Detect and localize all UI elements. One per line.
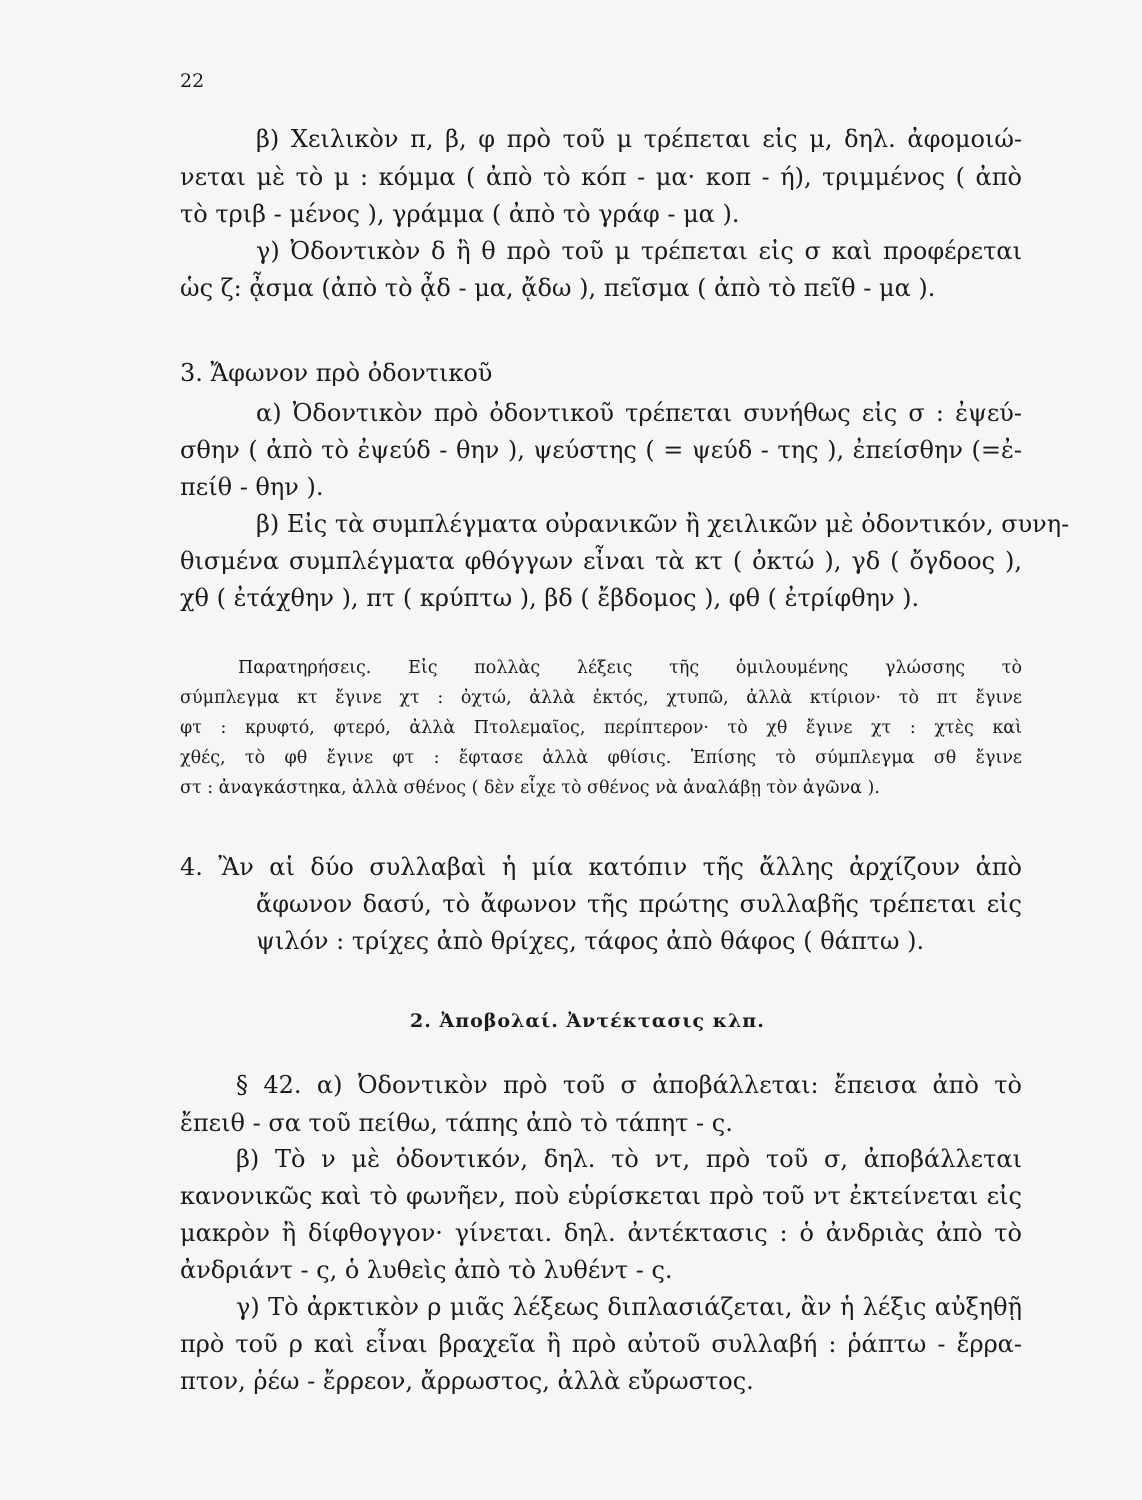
text-line: πτον, ῥέω - ἔρρεον, ἄρρωστος, ἀλλὰ εὔρωστος. [180, 1367, 754, 1395]
text-line: πρὸ τοῦ ρ καὶ εἶναι βραχεῖα ἢ πρὸ αὐτοῦ συλλαβή : ῥάπτω - ἔρρα- [180, 1330, 1022, 1358]
text-line: § 42. α) Ὀδοντικὸν πρὸ τοῦ σ ἀποβάλλεται: ἔπεισα ἀπὸ τὸ [236, 1071, 1022, 1099]
text-line: σθην ( ἀπὸ τὸ ἐψεύδ - θην ), ψεύστης ( = ψεύδ - της ), ἐπείσθην (=ἐ- [180, 436, 1022, 464]
page-number: 22 [180, 70, 205, 92]
remarks-line: χθές, τὸ φθ ἔγινε φτ : ἔφτασε ἀλλὰ φθίσις. Ἐπίσης τὸ σύμπλεγμα σθ ἔγινε [180, 748, 1022, 768]
text-line: ἄφωνον δασύ, τὸ ἄφωνον τῆς πρώτης συλλαβῆς τρέπεται εἰς [256, 890, 1022, 918]
text-line: β) Χειλικὸν π, β, φ πρὸ τοῦ μ τρέπεται εἰς μ, δηλ. ἀφομοιώ- [256, 125, 1022, 153]
text-line: τὸ τριβ - μένος ), γράμμα ( ἀπὸ τὸ γράφ - μα ). [180, 200, 740, 228]
text-line: 4. Ἂν αἱ δύο συλλαβαὶ ἡ μία κατόπιν τῆς ἄλλης ἀρχίζουν ἀπὸ [180, 853, 1022, 881]
remarks-line: Παρατηρήσεις. Εἰς πολλὰς λέξεις τῆς ὁμιλουμένης γλώσσης τὸ [238, 658, 1022, 678]
text-line: γ) Ὀδοντικὸν δ ἢ θ πρὸ τοῦ μ τρέπεται εἰς σ καὶ προφέρεται [256, 237, 1022, 265]
section-heading: 3. Ἄφωνον πρὸ ὀδοντικοῦ [180, 359, 493, 387]
text-line: χθ ( ἐτάχθην ), πτ ( κρύπτω ), βδ ( ἔβδομος ), φθ ( ἐτρίφθην ). [180, 584, 920, 612]
text-line: ψιλόν : τρίχες ἀπὸ θρίχες, τάφος ἀπὸ θάφος ( θάπτω ). [256, 927, 925, 955]
section-heading: 2. Ἀποβολαί. Ἀντέκτασις κλπ. [410, 1010, 765, 1032]
text-line: β) Εἰς τὰ συμπλέγματα οὐρανικῶν ἢ χειλικῶν μὲ ὀδοντικόν, συνη- [256, 510, 1070, 538]
text-line: θισμένα συμπλέγματα φθόγγων εἶναι τὰ κτ ( ὀκτώ ), γδ ( ὄγδοος ), [180, 547, 1022, 575]
text-line: ἀνδριάντ - ς, ὁ λυθεὶς ἀπὸ τὸ λυθέντ - ς. [180, 1256, 673, 1284]
text-line: γ) Τὸ ἀρκτικὸν ρ μιᾶς λέξεως διπλασιάζεται, ἂν ἡ λέξις αὐξηθῇ [236, 1293, 1022, 1321]
text-line: ἔπειθ - σα τοῦ πείθω, τάπης ἀπὸ τὸ τάπητ - ς. [180, 1109, 733, 1137]
text-line: ὡς ζ: ᾆσμα (ἀπὸ τὸ ᾆδ - μα, ᾄδω ), πεῖσμα ( ἀπὸ τὸ πεῖθ - μα ). [180, 274, 936, 302]
text-line: α) Ὀδοντικὸν πρὸ ὀδοντικοῦ τρέπεται συνήθως εἰς σ : ἐψεύ- [256, 399, 1022, 427]
remarks-line: φτ : κρυφτό, φτερό, ἀλλὰ Πτολεμαῖος, περίπτερον· τὸ χθ ἔγινε χτ : χτὲς καὶ [180, 718, 1022, 738]
text-line: μακρὸν ἢ δίφθογγον· γίνεται. δηλ. ἀντέκτασις : ὁ ἀνδριὰς ἀπὸ τὸ [180, 1219, 1022, 1247]
text-line: πείθ - θην ). [180, 473, 324, 501]
text-line: β) Τὸ ν μὲ ὀδοντικόν, δηλ. τὸ ντ, πρὸ τοῦ σ, ἀποβάλλεται [236, 1145, 1022, 1173]
text-line: νεται μὲ τὸ μ : κόμμα ( ἀπὸ τὸ κόπ - μα· κοπ - ή), τριμμένος ( ἀπὸ [180, 163, 1022, 191]
remarks-line: σύμπλεγμα κτ ἔγινε χτ : ὀχτώ, ἀλλὰ ἐκτός, χτυπῶ, ἀλλὰ κτίριον· τὸ πτ ἔγινε [180, 688, 1022, 708]
remarks-line: στ : ἀναγκάστηκα, ἀλλὰ σθένος ( δὲν εἶχε τὸ σθένος νὰ ἀναλάβῃ τὸν ἀγῶνα ). [180, 778, 880, 798]
text-line: κανονικῶς καὶ τὸ φωνῆεν, ποὺ εὑρίσκεται πρὸ τοῦ ντ ἐκτείνεται εἰς [180, 1182, 1022, 1210]
